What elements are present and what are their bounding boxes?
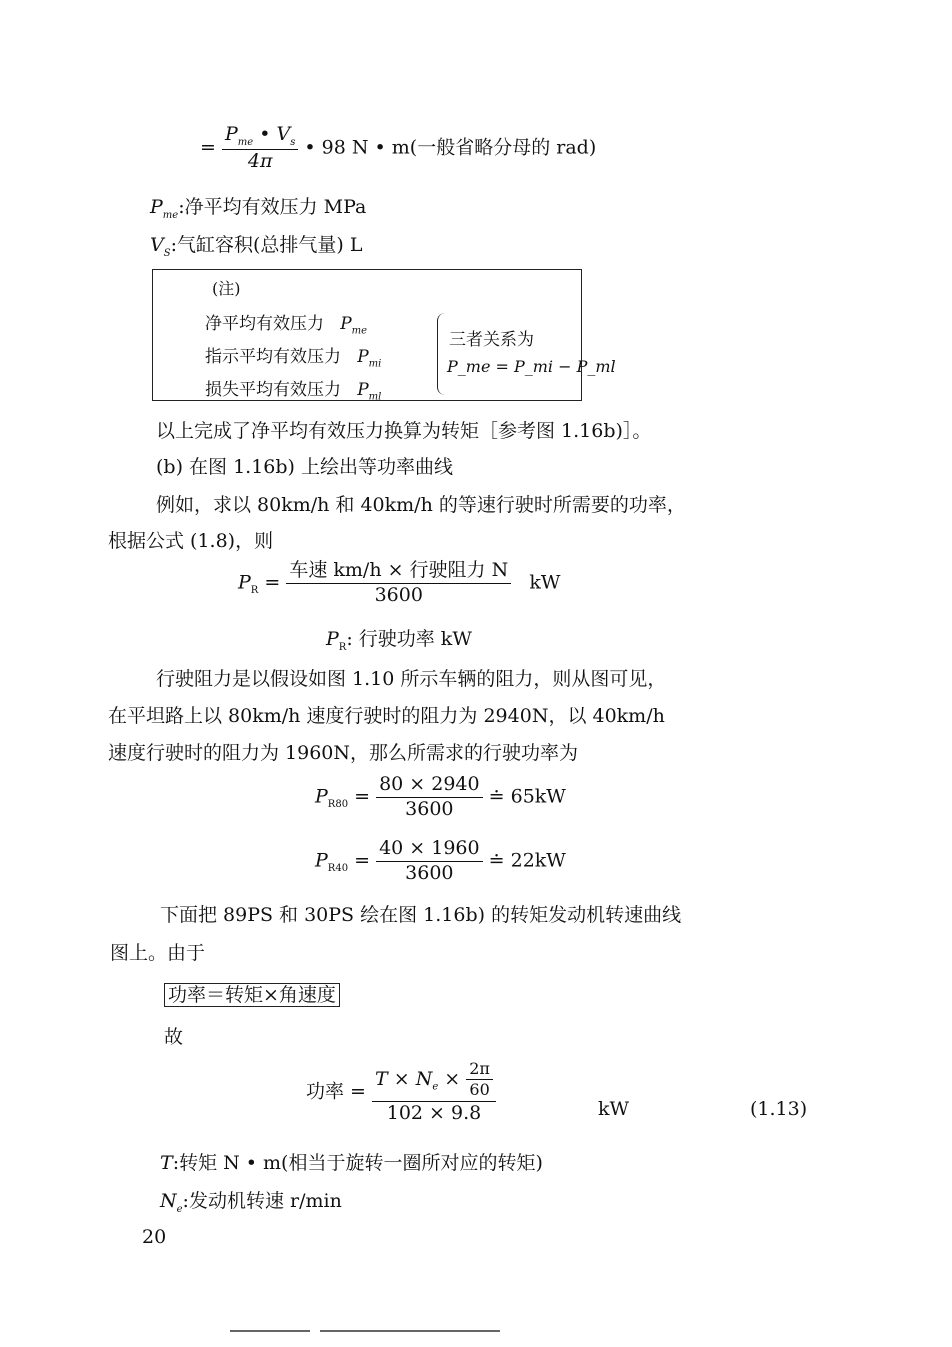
formula-num-dot: • (259, 123, 271, 145)
def-text: :发动机转速 r/min (182, 1190, 342, 1212)
para-example-l1: 例如，求以 80km/h 和 40km/h 的等速行驶时所需要的功率， (156, 494, 686, 516)
note-row-label: 净平均有效压力 (205, 314, 324, 334)
para-plot-l1: 下面把 89PS 和 30PS 绘在图 1.16b) 的转矩发动机转速曲线 (160, 904, 682, 926)
calc-pr40: $P_{R40}$ = $\frac{40 \times 1960}{3600}$ ≐ 22kW (315, 837, 566, 884)
note-relation: P_me = P_mi − P_ml (447, 357, 616, 376)
boxed-formula (164, 980, 340, 1007)
formula-pr-lhs-sub: R (250, 585, 259, 597)
page-number: 20 (142, 1226, 167, 1248)
def-text: :气缸容积(总排气量) L (170, 234, 363, 256)
calc-denominator: 3600 (405, 797, 454, 820)
formula-power-numerator (372, 1060, 496, 1102)
formula-power (306, 1060, 496, 1125)
note-title: (注) (212, 279, 241, 298)
def-symbol-sub: me (162, 209, 179, 221)
def-symbol: T (160, 1152, 173, 1174)
def-symbol: N (160, 1190, 177, 1212)
note-row-sub: me (351, 325, 368, 337)
formula-power-lhs: 功率 = (306, 1080, 366, 1103)
formula-pr-denominator: 3600 (374, 583, 423, 606)
note-row-me (205, 309, 367, 336)
formula-pr-numerator: 车速 km/h × 行驶阻力 N (286, 560, 511, 584)
formula-pr-unit: kW (529, 571, 561, 594)
note-row-sub: mi (368, 358, 382, 370)
para-resistance-l2: 在平坦路上以 80km/h 速度行驶时的阻力为 2940N，以 40km/h (108, 705, 665, 727)
def-symbol-sub: e (176, 1203, 183, 1215)
formula-power-inner-numerator: 2π (466, 1060, 493, 1080)
note-row-symbol: P (357, 380, 369, 400)
boxed-formula-text: 功率＝转矩×角速度 (164, 983, 340, 1007)
formula-numerator (222, 124, 298, 150)
formula-power-num-main: T × N (375, 1067, 433, 1090)
note-row-mi (205, 342, 381, 369)
formula-pr-eq: = (264, 571, 281, 594)
formula-power-num-times: × (444, 1067, 461, 1090)
def-symbol: P (150, 196, 163, 218)
formula-power-num-sub: e (432, 1081, 439, 1093)
para-plot-l2: 图上。由于 (110, 942, 206, 964)
def-text: :净平均有效压力 MPa (178, 196, 367, 218)
calc-result: ≐ 65kW (488, 785, 566, 808)
scan-artifact-line (320, 1330, 500, 1332)
note-brace (437, 313, 446, 395)
def-symbol: P (326, 628, 339, 650)
def-vs (150, 230, 362, 259)
calc-result: ≐ 22kW (488, 849, 566, 872)
para-example-l2: 根据公式 (1.8)，则 (108, 530, 274, 552)
formula-num-a-sub: me (237, 136, 254, 148)
formula-pr-fraction (286, 560, 511, 607)
calc-symbol-sub: R80 (327, 799, 349, 811)
calc-symbol: P (315, 785, 328, 808)
para-heading-b: (b) 在图 1.16b) 上绘出等功率曲线 (156, 456, 453, 478)
formula-power-inner-denominator: 60 (469, 1080, 490, 1100)
formula-num-b: V (276, 123, 291, 145)
note-row-label: 损失平均有效压力 (205, 380, 341, 400)
calc-fraction (376, 838, 483, 885)
formula-suffix: • 98 N • m(一般省略分母的 rad) (304, 136, 597, 159)
def-text: :转矩 N • m(相当于旋转一圈所对应的转矩) (172, 1152, 543, 1174)
def-symbol-sub: S (163, 247, 171, 259)
calc-symbol: P (315, 849, 328, 872)
formula-fraction (222, 124, 298, 173)
formula-power-inner-fraction (466, 1060, 493, 1100)
therefore: 故 (164, 1026, 184, 1048)
note-row-sub: ml (368, 391, 382, 403)
calc-fraction (376, 774, 483, 821)
formula-pr (238, 560, 560, 607)
formula-power-denominator: 102 × 9.8 (386, 1101, 482, 1124)
calc-numerator: 80 × 2940 (376, 774, 483, 798)
formula-num-a: P (224, 123, 238, 145)
def-pr (326, 624, 472, 653)
def-text: : 行驶功率 kW (346, 628, 472, 650)
def-engine-speed (160, 1186, 342, 1215)
formula-pr-lhs: P (238, 571, 251, 594)
def-symbol-sub: R (338, 641, 347, 653)
def-torque (160, 1148, 543, 1175)
equation-number: (1.13) (750, 1098, 808, 1120)
note-row-symbol: P (357, 347, 369, 367)
calc-symbol-sub: R40 (327, 863, 349, 875)
formula-num-b-sub: s (290, 136, 296, 148)
calc-pr80: $P_{R80}$ = $\frac{80 \times 2940}{3600}$ ≐ 65kW (315, 773, 566, 820)
para-summary: 以上完成了净平均有效压力换算为转矩［参考图 1.16b)］。 (156, 420, 652, 442)
note-row-ml (205, 375, 381, 402)
para-resistance-l1: 行驶阻力是以假设如图 1.10 所示车辆的阻力，则从图可见， (156, 668, 667, 690)
formula-denominator: 4π (247, 150, 273, 173)
formula-torque (200, 124, 596, 173)
calc-numerator: 40 × 1960 (376, 838, 483, 862)
formula-prefix: = (200, 136, 216, 159)
calc-denominator: 3600 (405, 861, 454, 884)
def-pme (150, 192, 366, 221)
formula-power-fraction (372, 1060, 496, 1125)
note-row-label: 指示平均有效压力 (205, 347, 341, 367)
scan-artifact-line (230, 1330, 310, 1332)
formula-power-unit: kW (598, 1098, 630, 1120)
note-relation-title: 三者关系为 (449, 330, 534, 350)
def-symbol: V (150, 234, 164, 256)
para-resistance-l3: 速度行驶时的阻力为 1960N，那么所需求的行驶功率为 (108, 742, 579, 764)
note-row-symbol: P (340, 314, 352, 334)
